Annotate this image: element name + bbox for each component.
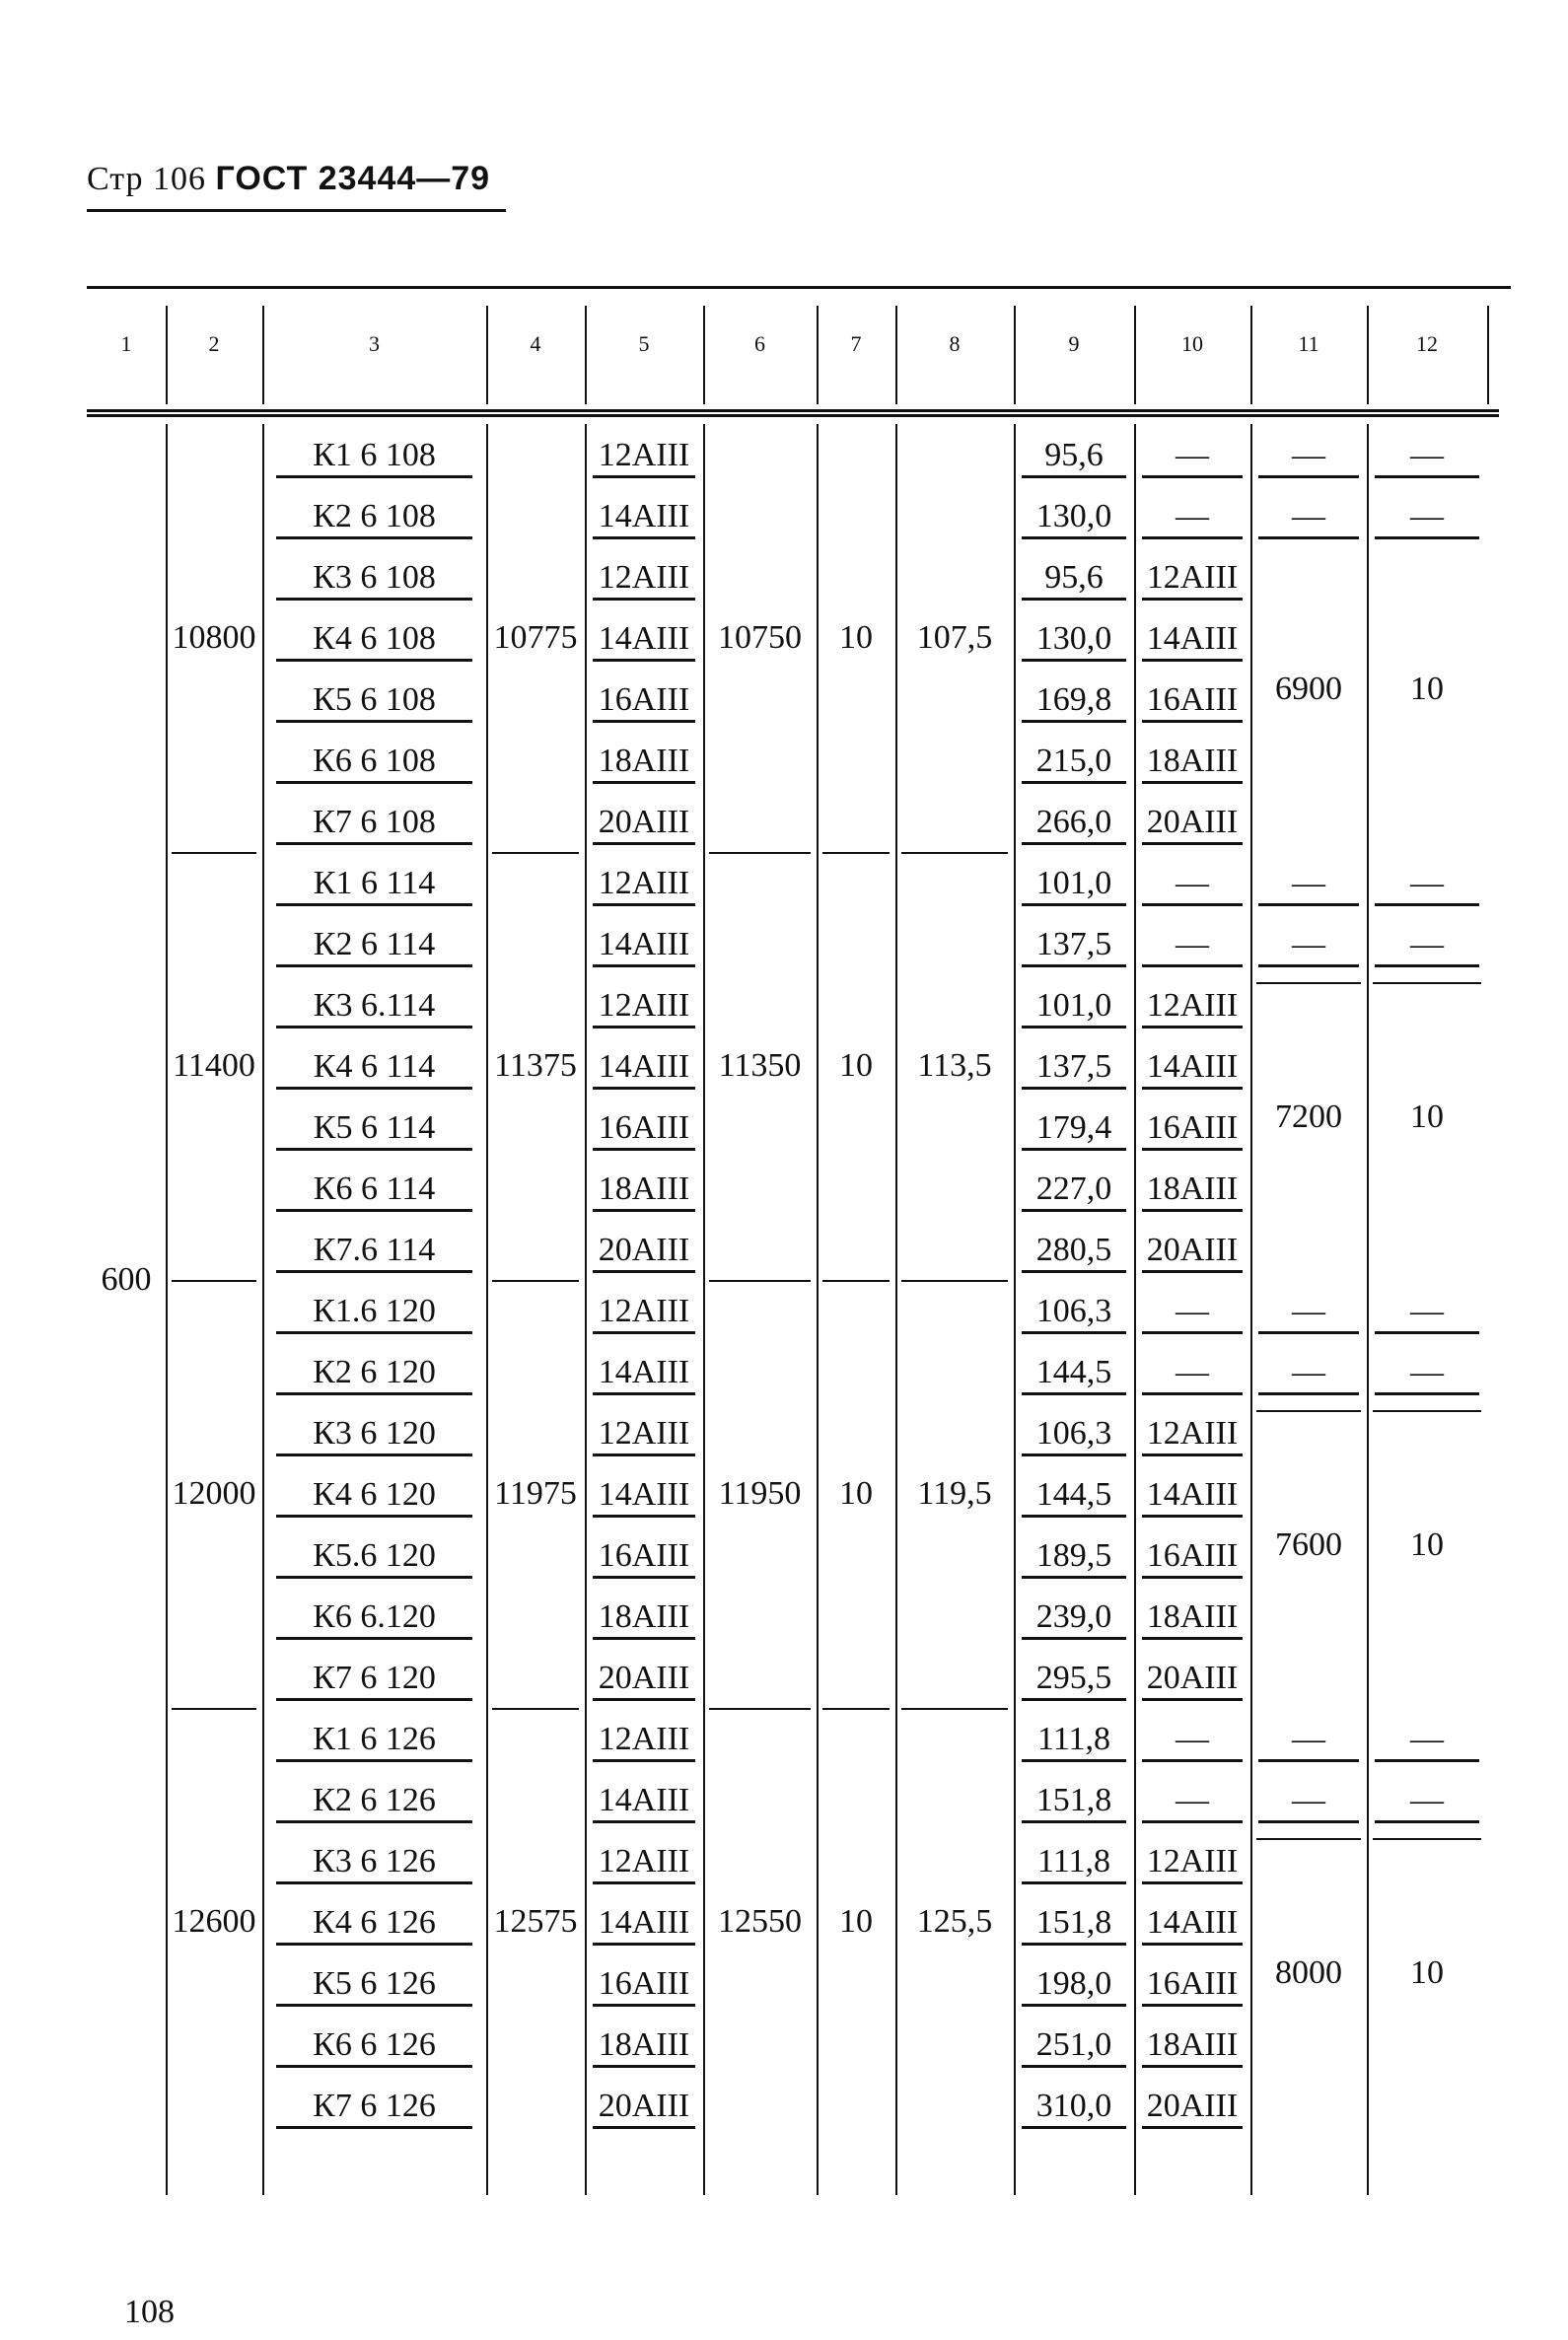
length-col6: 10750 — [718, 619, 802, 656]
reinforcement-col10: 20АIII — [1142, 803, 1243, 845]
reinforcement-col10: — — [1142, 497, 1243, 539]
reinforcement-col10: 14АIII — [1142, 1047, 1243, 1090]
reinforcement-col5: 20АIII — [593, 1659, 695, 1701]
reinforcement-col10: 16АIII — [1142, 1108, 1243, 1151]
header-top-rule — [87, 286, 1511, 289]
header-divider — [262, 306, 264, 404]
product-code: К7 6 126 — [276, 2087, 472, 2129]
reinforcement-col5: 16АIII — [593, 1536, 695, 1579]
product-code: К6 6 108 — [276, 742, 472, 784]
group-separator — [1256, 1410, 1361, 1412]
product-code: К6 6 114 — [276, 1170, 472, 1212]
header-divider — [1487, 306, 1489, 404]
dash-col12: — — [1375, 436, 1479, 478]
dash-col11: — — [1258, 1353, 1359, 1395]
reinforcement-col5: 12АIII — [593, 436, 695, 478]
group-separator — [172, 1280, 256, 1282]
group-separator — [822, 1708, 890, 1710]
length-col6: 12550 — [718, 1903, 802, 1940]
reinforcement-col5: 18АIII — [593, 2025, 695, 2068]
product-code: К5 6 114 — [276, 1108, 472, 1151]
column-number: 5 — [638, 331, 650, 356]
reinforcement-col5: 12АIII — [593, 864, 695, 906]
column-number: 3 — [369, 331, 380, 356]
group-separator — [1256, 982, 1361, 984]
reinforcement-col10: 18АIII — [1142, 742, 1243, 784]
nominal-length: 10800 — [172, 619, 256, 656]
group-separator — [822, 1280, 890, 1282]
reinforcement-col10: — — [1142, 1292, 1243, 1334]
nominal-length: 11400 — [173, 1047, 255, 1084]
group-separator — [1373, 1410, 1481, 1412]
column-number: 10 — [1181, 331, 1203, 356]
value-col9: 266,0 — [1022, 803, 1126, 845]
group-separator — [492, 852, 579, 854]
product-code: К2 6 126 — [276, 1781, 472, 1823]
product-code: К6 6.120 — [276, 1597, 472, 1640]
reinforcement-col5: 18АIII — [593, 1597, 695, 1640]
column-number: 6 — [754, 331, 765, 356]
value-col9: 239,0 — [1022, 1597, 1126, 1640]
nominal-length: 12000 — [172, 1475, 256, 1512]
actual-length: 11975 — [494, 1475, 577, 1512]
value-col11: 6900 — [1275, 671, 1342, 707]
reinforcement-col10: — — [1142, 1353, 1243, 1395]
page-header — [87, 160, 490, 198]
value-col9: 130,0 — [1022, 619, 1126, 662]
product-code: К1 6 126 — [276, 1720, 472, 1762]
column-number: 9 — [1068, 331, 1080, 356]
reinforcement-col5: 16АIII — [593, 1108, 695, 1151]
reinforcement-col10: 14АIII — [1142, 1903, 1243, 1946]
dash-col12: — — [1375, 1353, 1479, 1395]
value-col9: 251,0 — [1022, 2025, 1126, 2068]
product-code: К6 6 126 — [276, 2025, 472, 2068]
reinforcement-col5: 18АIII — [593, 1170, 695, 1212]
value-col11: 7600 — [1275, 1526, 1342, 1563]
reinforcement-col5: 14АIII — [593, 1903, 695, 1946]
value-col9: 310,0 — [1022, 2087, 1126, 2129]
reinforcement-col10: — — [1142, 436, 1243, 478]
group-separator — [901, 852, 1008, 854]
reinforcement-col10: 14АIII — [1142, 1475, 1243, 1518]
standard-code: ГОСТ 23444—79 — [215, 160, 491, 197]
value-col9: 151,8 — [1022, 1781, 1126, 1823]
column-divider — [585, 424, 587, 2195]
reinforcement-col10: 12АIII — [1142, 1414, 1243, 1456]
value-col7: 10 — [839, 1047, 873, 1084]
actual-length: 12575 — [493, 1903, 578, 1940]
column-divider — [1134, 424, 1136, 2195]
dash-col11: — — [1258, 1292, 1359, 1334]
column-number: 11 — [1298, 331, 1319, 356]
reinforcement-col5: 20АIII — [593, 2087, 695, 2129]
reinforcement-col5: 18АIII — [593, 742, 695, 784]
group-separator — [172, 852, 256, 854]
group-separator — [1256, 1838, 1361, 1840]
product-code: К3 6 108 — [276, 558, 472, 601]
product-code: К4 6 120 — [276, 1475, 472, 1518]
value-col7: 10 — [839, 619, 873, 656]
reinforcement-col5: 20АIII — [593, 1231, 695, 1273]
value-col9: 169,8 — [1022, 680, 1126, 723]
value-col11: 7200 — [1275, 1099, 1342, 1135]
product-code: К2 6 120 — [276, 1353, 472, 1395]
value-col9: 280,5 — [1022, 1231, 1126, 1273]
reinforcement-col5: 14АIII — [593, 619, 695, 662]
reinforcement-col5: 12АIII — [593, 1414, 695, 1456]
product-code: К4 6 114 — [276, 1047, 472, 1090]
header-divider — [817, 306, 819, 404]
reinforcement-col10: 12АIII — [1142, 558, 1243, 601]
reinforcement-col10: 16АIII — [1142, 1964, 1243, 2007]
group-separator — [709, 852, 811, 854]
value-col9: 137,5 — [1022, 925, 1126, 967]
reinforcement-col10: 18АIII — [1142, 1597, 1243, 1640]
reinforcement-col10: 18АIII — [1142, 1170, 1243, 1212]
dash-col12: — — [1375, 925, 1479, 967]
header-divider — [585, 306, 587, 404]
reinforcement-col5: 14АIII — [593, 1353, 695, 1395]
product-code: К4 6 126 — [276, 1903, 472, 1946]
header-divider — [1367, 306, 1369, 404]
value-col8: 125,5 — [916, 1903, 993, 1940]
group-separator — [1373, 1838, 1481, 1840]
reinforcement-col5: 16АIII — [593, 1964, 695, 2007]
group-separator — [492, 1280, 579, 1282]
group-separator — [492, 1708, 579, 1710]
dash-col12: — — [1375, 497, 1479, 539]
value-col9: 295,5 — [1022, 1659, 1126, 1701]
value-col9: 144,5 — [1022, 1475, 1126, 1518]
product-code: К5 6 108 — [276, 680, 472, 723]
header-bottom-rule — [87, 409, 1499, 412]
reinforcement-col10: 18АIII — [1142, 2025, 1243, 2068]
dash-col11: — — [1258, 436, 1359, 478]
dash-col11: — — [1258, 497, 1359, 539]
dash-col11: — — [1258, 925, 1359, 967]
value-col12: 10 — [1410, 1099, 1444, 1135]
reinforcement-col5: 14АIII — [593, 497, 695, 539]
value-col9: 179,4 — [1022, 1108, 1126, 1151]
value-col9: 95,6 — [1022, 558, 1126, 601]
header-divider — [895, 306, 897, 404]
header-bottom-rule-2 — [87, 414, 1499, 417]
value-col12: 10 — [1410, 1954, 1444, 1991]
value-col9: 227,0 — [1022, 1170, 1126, 1212]
column-number: 1 — [120, 331, 132, 356]
value-col9: 189,5 — [1022, 1536, 1126, 1579]
product-code: К3 6.114 — [276, 986, 472, 1028]
reinforcement-col10: — — [1142, 864, 1243, 906]
col1-value: 600 — [101, 1261, 152, 1298]
column-number: 4 — [530, 331, 541, 356]
value-col9: 101,0 — [1022, 864, 1126, 906]
nominal-length: 12600 — [172, 1903, 256, 1940]
value-col12: 10 — [1410, 1526, 1444, 1563]
product-code: К7.6 114 — [276, 1231, 472, 1273]
reinforcement-col10: 20АIII — [1142, 2087, 1243, 2129]
reinforcement-col5: 12АIII — [593, 558, 695, 601]
value-col9: 106,3 — [1022, 1414, 1126, 1456]
value-col9: 106,3 — [1022, 1292, 1126, 1334]
group-separator — [709, 1280, 811, 1282]
header-divider — [166, 306, 168, 404]
reinforcement-col5: 12АIII — [593, 986, 695, 1028]
header-divider — [1250, 306, 1252, 404]
column-divider — [1014, 424, 1016, 2195]
reinforcement-col10: — — [1142, 1720, 1243, 1762]
reinforcement-col5: 16АIII — [593, 680, 695, 723]
reinforcement-col5: 14АIII — [593, 1047, 695, 1090]
reinforcement-col10: 12АIII — [1142, 1842, 1243, 1884]
dash-col11: — — [1258, 1781, 1359, 1823]
actual-length: 11375 — [494, 1047, 577, 1084]
page-prefix: Стр — [87, 161, 144, 197]
value-col9: 130,0 — [1022, 497, 1126, 539]
reinforcement-col5: 14АIII — [593, 1475, 695, 1518]
dash-col12: — — [1375, 1720, 1479, 1762]
reinforcement-col5: 12АIII — [593, 1292, 695, 1334]
dash-col12: — — [1375, 1781, 1479, 1823]
group-separator — [901, 1280, 1008, 1282]
product-code: К5 6 126 — [276, 1964, 472, 2007]
value-col8: 107,5 — [916, 619, 993, 656]
product-code: К2 6 114 — [276, 925, 472, 967]
header-divider — [1134, 306, 1136, 404]
product-code: К3 6 120 — [276, 1414, 472, 1456]
value-col9: 198,0 — [1022, 1964, 1126, 2007]
length-col6: 11950 — [718, 1475, 802, 1512]
length-col6: 11350 — [718, 1047, 802, 1084]
reinforcement-col10: 16АIII — [1142, 1536, 1243, 1579]
value-col9: 111,8 — [1022, 1720, 1126, 1762]
group-separator — [901, 1708, 1008, 1710]
column-divider — [262, 424, 264, 2195]
value-col9: 111,8 — [1022, 1842, 1126, 1884]
reinforcement-col10: — — [1142, 1781, 1243, 1823]
column-number: 12 — [1416, 331, 1438, 356]
header-divider — [1014, 306, 1016, 404]
header-rule — [87, 209, 506, 212]
product-code: К7 6 108 — [276, 803, 472, 845]
value-col12: 10 — [1410, 671, 1444, 707]
group-separator — [172, 1708, 256, 1710]
column-number: 2 — [208, 331, 220, 356]
group-separator — [709, 1708, 811, 1710]
value-col9: 151,8 — [1022, 1903, 1126, 1946]
group-separator — [822, 852, 890, 854]
actual-length: 10775 — [493, 619, 578, 656]
product-code: К4 6 108 — [276, 619, 472, 662]
dash-col11: — — [1258, 864, 1359, 906]
reinforcement-col5: 20АIII — [593, 803, 695, 845]
group-separator — [1373, 982, 1481, 984]
data-table — [87, 276, 1499, 2274]
product-code: К3 6 126 — [276, 1842, 472, 1884]
reinforcement-col10: 16АIII — [1142, 680, 1243, 723]
dash-col12: — — [1375, 864, 1479, 906]
page-number-top: 106 — [153, 161, 207, 197]
reinforcement-col10: 14АIII — [1142, 619, 1243, 662]
value-col9: 137,5 — [1022, 1047, 1126, 1090]
page-number-bottom: 108 — [124, 2294, 175, 2330]
header-divider — [703, 306, 705, 404]
value-col8: 119,5 — [917, 1475, 992, 1512]
dash-col11: — — [1258, 1720, 1359, 1762]
value-col8: 113,5 — [917, 1047, 992, 1084]
reinforcement-col10: — — [1142, 925, 1243, 967]
value-col9: 95,6 — [1022, 436, 1126, 478]
reinforcement-col5: 14АIII — [593, 925, 695, 967]
product-code: К1 6 114 — [276, 864, 472, 906]
product-code: К1 6 108 — [276, 436, 472, 478]
reinforcement-col5: 12АIII — [593, 1842, 695, 1884]
value-col7: 10 — [839, 1903, 873, 1940]
reinforcement-col5: 14АIII — [593, 1781, 695, 1823]
value-col9: 215,0 — [1022, 742, 1126, 784]
product-code: К1.6 120 — [276, 1292, 472, 1334]
value-col9: 144,5 — [1022, 1353, 1126, 1395]
value-col11: 8000 — [1275, 1954, 1342, 1991]
value-col9: 101,0 — [1022, 986, 1126, 1028]
reinforcement-col10: 12АIII — [1142, 986, 1243, 1028]
column-number: 7 — [850, 331, 862, 356]
product-code: К2 6 108 — [276, 497, 472, 539]
column-number: 8 — [949, 331, 961, 356]
value-col7: 10 — [839, 1475, 873, 1512]
reinforcement-col10: 20АIII — [1142, 1231, 1243, 1273]
product-code: К7 6 120 — [276, 1659, 472, 1701]
dash-col12: — — [1375, 1292, 1479, 1334]
reinforcement-col5: 12АIII — [593, 1720, 695, 1762]
reinforcement-col10: 20АIII — [1142, 1659, 1243, 1701]
product-code: К5.6 120 — [276, 1536, 472, 1579]
header-divider — [486, 306, 488, 404]
